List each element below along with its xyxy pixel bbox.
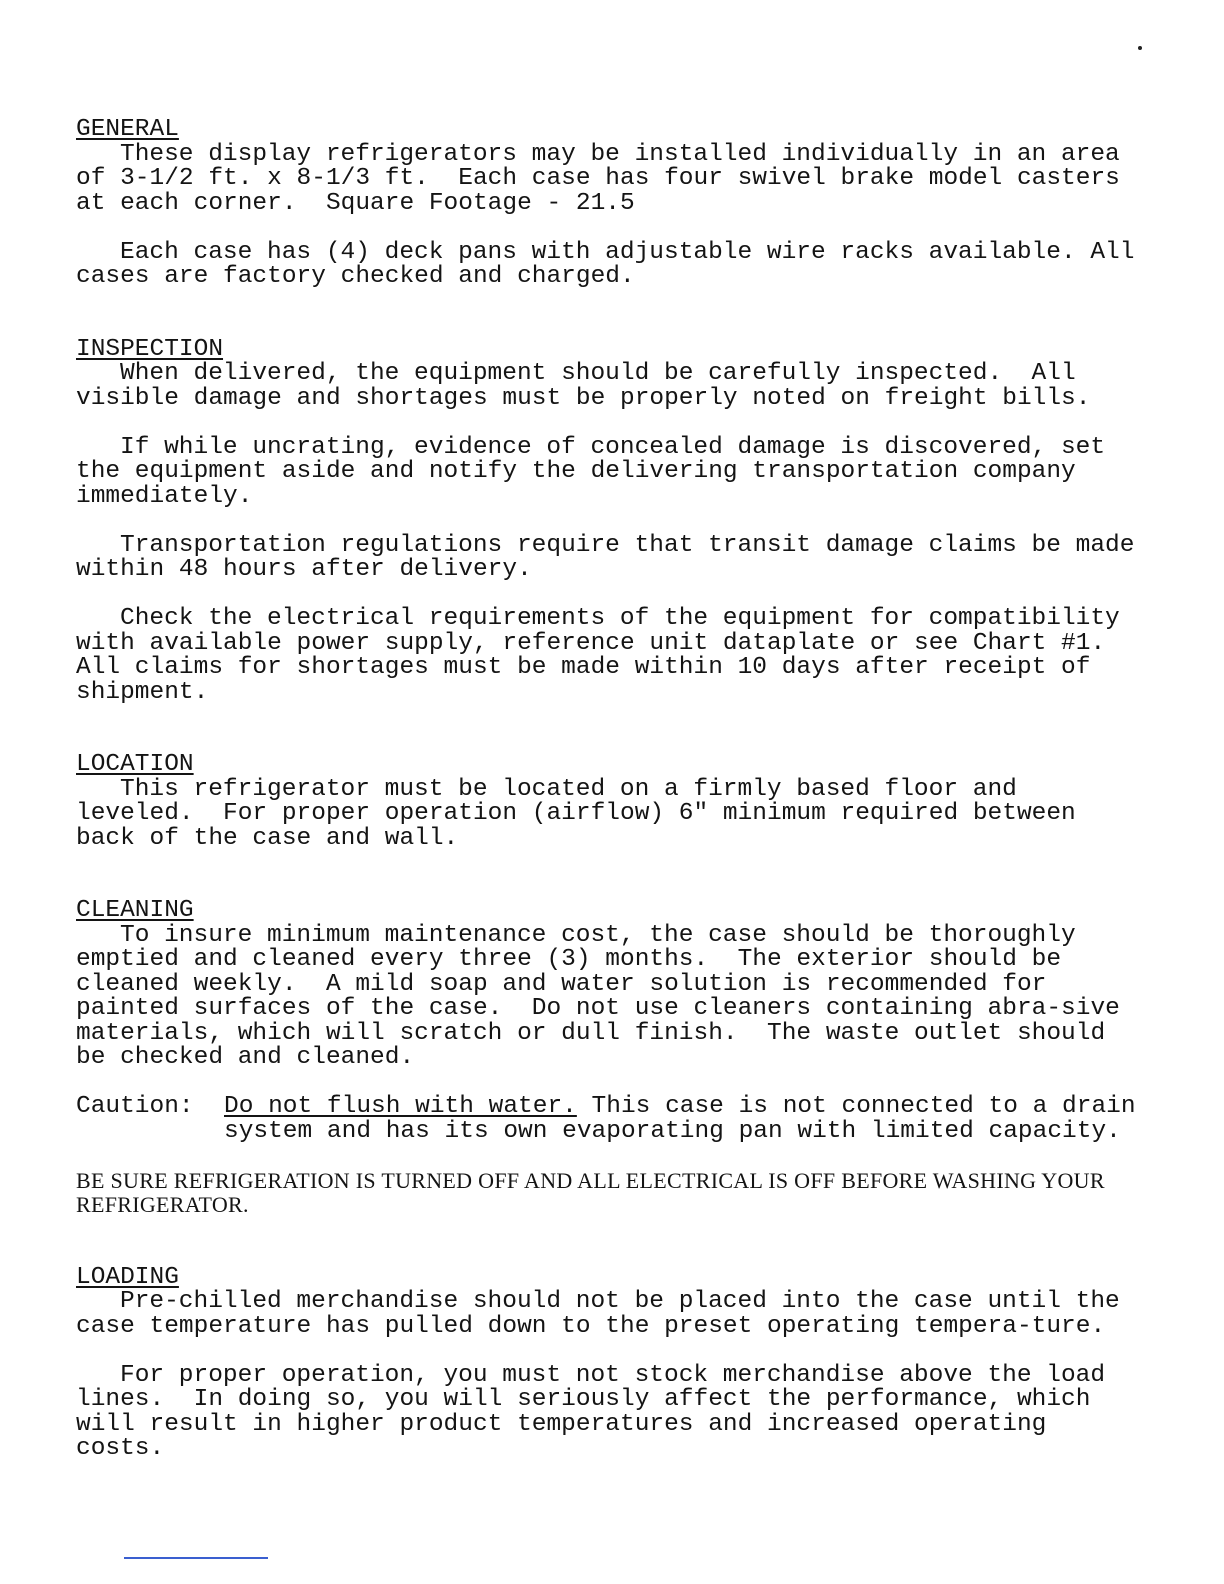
washing-warning: BE SURE REFRIGERATION IS TURNED OFF AND ALL ELECTRICAL IS OFF BEFORE WASHING YOUR REFRIGERATOR. [76, 1167, 1105, 1217]
location-heading: LOCATION [76, 751, 194, 778]
inspection-paragraph-1: When delivered, the equipment should be carefully inspected. All visible damage and shortages must be properly noted on freight bills. [76, 360, 1091, 412]
loading-paragraph-1: Pre-chilled merchandise should not be placed into the case until the case temperature has pulled down to the preset operating tempera-ture. [76, 1288, 1135, 1340]
cleaning-paragraph-1: To insure minimum maintenance cost, the case should be thoroughly emptied and cleaned every three (3) months. The exterior should be cleaned weekly. A mild soap and water solution is recommended for painted surfaces of the case. Do not use cleaners containing abra-sive materials, which will scratch or dull finish. The waste outlet should be checked and cleaned. [76, 921, 1135, 1071]
inspection-paragraph-2: If while uncrating, evidence of concealed damage is discovered, set the equipment aside and notify the delivering transportation company immediately. [76, 433, 1120, 510]
caution-block [76, 1095, 1136, 1144]
section-location [76, 753, 1136, 851]
loading-paragraph-2: For proper operation, you must not stock merchandise above the load lines. In doing so, you will seriously affect the performance, which will result in higher product temperatures and increased operating costs. [76, 1361, 1120, 1462]
general-paragraph-2: Each case has (4) deck pans with adjustable wire racks available. All cases are factory checked and charged. [76, 238, 1150, 290]
caution-emphasis: Do not flush with water. [224, 1093, 577, 1120]
general-heading: GENERAL [76, 116, 179, 143]
caution-rest: This case is not connected to a drain system and has its own evaporating pan with limited capacity. [224, 1093, 1136, 1145]
section-inspection [76, 335, 1150, 706]
section-cleaning [76, 899, 1136, 1218]
section-loading [76, 1263, 1136, 1462]
loading-heading: LOADING [76, 1263, 179, 1291]
inspection-heading: INSPECTION [76, 335, 224, 363]
stray-dot [1138, 46, 1142, 50]
location-paragraph-1: This refrigerator must be located on a firmly based floor and leveled. For proper operation (airflow) 6" minimum required between back of the case and wall. [76, 775, 1091, 852]
footer-rule [124, 1557, 268, 1559]
section-general [76, 116, 1150, 290]
inspection-paragraph-4: Check the electrical requirements of the equipment for compatibility with available power supply, reference unit dataplate or see Chart #1. All claims for shortages must be made within 10 days after receipt of shipment. [76, 605, 1135, 706]
caution-label: Caution: [76, 1093, 194, 1120]
inspection-paragraph-3: Transportation regulations require that transit damage claims be made within 48 hours after delivery. [76, 531, 1150, 583]
document-page [76, 116, 1150, 1462]
general-paragraph-1: These display refrigerators may be installed individually in an area of 3-1/2 ft. x 8-1/3 ft. Each case has four swivel brake model casters at each corner. Square Footage - 21.5 [76, 140, 1135, 217]
cleaning-heading: CLEANING [76, 897, 194, 924]
caution-text [224, 1095, 1136, 1144]
